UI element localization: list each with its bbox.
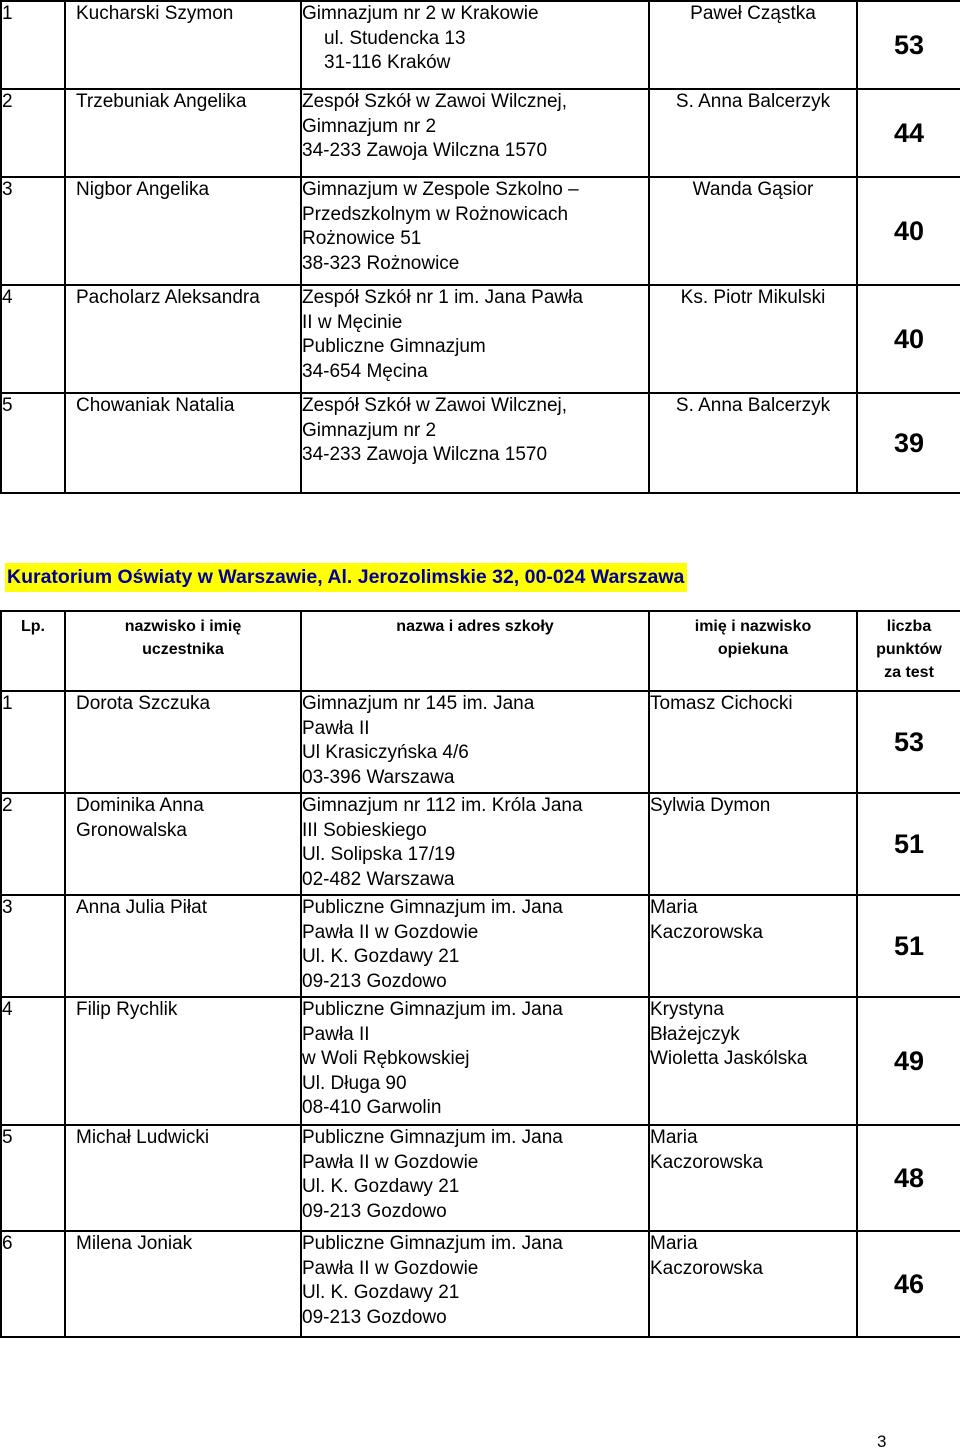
- table-row: [1, 1125, 960, 1231]
- tutor-line: Kaczorowska: [650, 921, 763, 943]
- results-table-2: [0, 610, 960, 1338]
- tutor-line: Krystyna: [650, 999, 724, 1020]
- school-line: 34-654 Męcina: [302, 360, 428, 382]
- points-cell: 44: [857, 89, 960, 177]
- participant-name-cell: [65, 393, 301, 493]
- participant-name: Milena Joniak: [76, 1233, 193, 1254]
- row-number-cell: [1, 1, 65, 89]
- participant-name: Dorota Szczuka: [76, 693, 211, 714]
- tutor-line: Kaczorowska: [650, 1257, 763, 1279]
- tutor-line: Ks. Piotr Mikulski: [680, 287, 826, 308]
- row-number-cell: [1, 1125, 65, 1231]
- tutor-line: Tomasz Cichocki: [650, 693, 793, 714]
- participant-name: Anna Julia Piłat: [76, 897, 207, 918]
- points-cell: 48: [857, 1125, 960, 1231]
- school-cell: [301, 1, 649, 89]
- tutor-line: Wanda Gąsior: [692, 179, 814, 200]
- tutor-line: Maria: [650, 1127, 698, 1148]
- points-cell: 40: [857, 177, 960, 285]
- school-cell: [301, 1125, 649, 1231]
- school-line: Publiczne Gimnazjum im. Jana: [302, 999, 563, 1020]
- tutor-cell: [649, 285, 857, 393]
- tutor-line: Kaczorowska: [650, 1151, 763, 1173]
- school-cell: [301, 177, 649, 285]
- row-number: 6: [2, 1233, 13, 1254]
- school-line: Ul Krasiczyńska 4/6: [302, 742, 469, 763]
- tutor-cell: [649, 997, 857, 1125]
- school-line: Pawła II w Gozdowie: [302, 921, 479, 943]
- school-line: Ul. K. Gozdawy 21: [302, 1282, 460, 1303]
- school-line: 31-116 Kraków: [324, 52, 451, 73]
- row-number: 5: [2, 395, 13, 416]
- school-cell: [301, 285, 649, 393]
- row-number-cell: [1, 691, 65, 793]
- school-line: 03-396 Warszawa: [302, 766, 455, 788]
- row-number: 3: [2, 897, 13, 918]
- results-table-1-body: [1, 1, 960, 493]
- school-line: Przedszkolnym w Rożnowicach: [302, 203, 569, 225]
- row-number: 4: [2, 287, 13, 308]
- school-line: 09-213 Gozdowo: [302, 970, 447, 992]
- school-line: 08-410 Garwolin: [302, 1097, 442, 1118]
- tutor-line: Wioletta Jaskólska: [650, 1048, 808, 1069]
- participant-name: Michał Ludwicki: [76, 1127, 210, 1148]
- school-line: Ul. Długa 90: [302, 1072, 407, 1094]
- row-number-cell: [1, 997, 65, 1125]
- school-line: 34-233 Zawoja Wilczna 1570: [302, 444, 548, 465]
- school-cell: [301, 997, 649, 1125]
- school-line: Zespół Szkół w Zawoi Wilcznej,: [302, 395, 568, 416]
- section-heading: Kuratorium Oświaty w Warszawie, Al. Jerozolimskie 32, 00-024 Warszawa: [5, 563, 687, 592]
- school-line: III Sobieskiego: [302, 819, 427, 841]
- school-line: Gimnazjum w Zespole Szkolno –: [302, 179, 579, 200]
- tutor-line: S. Anna Balcerzyk: [675, 395, 831, 416]
- school-line: Publiczne Gimnazjum im. Jana: [302, 1127, 563, 1148]
- participant-name-cell: [65, 793, 301, 895]
- school-line: Pawła II w Gozdowie: [302, 1151, 479, 1173]
- school-line: 09-213 Gozdowo: [302, 1200, 447, 1222]
- school-line: Ul. K. Gozdawy 21: [302, 1176, 460, 1197]
- tutor-cell: [649, 895, 857, 997]
- row-number-cell: [1, 285, 65, 393]
- participant-name: Kucharski Szymon: [76, 3, 234, 24]
- school-line: Pawła II w Gozdowie: [302, 1257, 479, 1279]
- participant-name: Trzebuniak Angelika: [76, 91, 247, 112]
- points-cell: 53: [857, 691, 960, 793]
- school-line: Publiczne Gimnazjum im. Jana: [302, 1233, 563, 1254]
- points-cell: 49: [857, 997, 960, 1125]
- table-row: [1, 285, 960, 393]
- school-line: Ul. Solipska 17/19: [302, 844, 456, 865]
- school-cell: [301, 691, 649, 793]
- row-number: 1: [2, 3, 13, 24]
- points-cell: 51: [857, 895, 960, 997]
- school-line: Zespół Szkół nr 1 im. Jana Pawła: [302, 287, 583, 308]
- row-number-cell: [1, 89, 65, 177]
- school-cell: [301, 89, 649, 177]
- tutor-line: Błażejczyk: [650, 1023, 740, 1045]
- participant-name-cell: [65, 691, 301, 793]
- tutor-cell: [649, 393, 857, 493]
- row-number: 4: [2, 999, 13, 1020]
- school-line: Zespół Szkół w Zawoi Wilcznej,: [302, 91, 568, 112]
- school-line: Publiczne Gimnazjum: [302, 336, 486, 357]
- school-line: Gimnazjum nr 2: [302, 419, 437, 441]
- points-cell: 39: [857, 393, 960, 493]
- school-line: Gimnazjum nr 112 im. Króla Jana: [302, 795, 583, 816]
- school-line: Pawła II: [302, 1023, 370, 1045]
- participant-name: Pacholarz Aleksandra: [76, 287, 260, 308]
- participant-name-cell: [65, 1, 301, 89]
- participant-name-cell: [65, 1125, 301, 1231]
- participant-name-cell: [65, 895, 301, 997]
- school-cell: [301, 793, 649, 895]
- tutor-cell: [649, 793, 857, 895]
- participant-name-cell: [65, 177, 301, 285]
- school-line: II w Męcinie: [302, 311, 403, 333]
- tutor-line: S. Anna Balcerzyk: [675, 91, 831, 112]
- row-number: 3: [2, 179, 13, 200]
- tutor-line: Sylwia Dymon: [650, 795, 771, 816]
- participant-name: Nigbor Angelika: [76, 179, 210, 200]
- table-row: [1, 177, 960, 285]
- table-row: [1, 997, 960, 1125]
- school-line: Rożnowice 51: [302, 228, 422, 249]
- tutor-cell: [649, 1, 857, 89]
- row-number: 5: [2, 1127, 13, 1148]
- row-number: 2: [2, 795, 13, 816]
- participant-name: Filip Rychlik: [76, 999, 178, 1020]
- school-line: Pawła II: [302, 717, 370, 739]
- tutor-line: Paweł Cząstka: [690, 3, 816, 24]
- points-cell: 51: [857, 793, 960, 895]
- tutor-cell: [649, 1231, 857, 1337]
- school-line: 34-233 Zawoja Wilczna 1570: [302, 140, 548, 161]
- tutor-line: Maria: [650, 897, 698, 918]
- school-cell: [301, 393, 649, 493]
- table-row: [1, 793, 960, 895]
- tutor-cell: [649, 1125, 857, 1231]
- points-cell: 46: [857, 1231, 960, 1337]
- table-row: [1, 691, 960, 793]
- header-lp: Lp.: [1, 611, 65, 691]
- participant-name: Chowaniak Natalia: [76, 395, 235, 416]
- points-cell: 53: [857, 1, 960, 89]
- header-points: liczba punktów za test: [857, 611, 960, 691]
- school-cell: [301, 1231, 649, 1337]
- row-number-cell: [1, 895, 65, 997]
- table-row: [1, 393, 960, 493]
- header-name: nazwisko i imię uczestnika: [65, 611, 301, 691]
- school-line: Gimnazjum nr 2: [302, 115, 437, 137]
- row-number: 2: [2, 91, 13, 112]
- row-number-cell: [1, 1231, 65, 1337]
- school-line: Ul. K. Gozdawy 21: [302, 946, 460, 967]
- table-row: [1, 1, 960, 89]
- tutor-cell: [649, 177, 857, 285]
- row-number: 1: [2, 693, 13, 714]
- row-number-cell: [1, 177, 65, 285]
- participant-name-cell: [65, 285, 301, 393]
- school-line: Publiczne Gimnazjum im. Jana: [302, 897, 563, 918]
- school-line: 38-323 Rożnowice: [302, 252, 460, 274]
- tutor-cell: [649, 89, 857, 177]
- school-line: Gimnazjum nr 145 im. Jana: [302, 693, 535, 714]
- tutor-cell: [649, 691, 857, 793]
- participant-name: Dominika Anna Gronowalska: [76, 795, 204, 841]
- school-line: 09-213 Gozdowo: [302, 1306, 447, 1328]
- results-table-1: [0, 0, 960, 494]
- results-table-2-body: [1, 691, 960, 1337]
- school-cell: [301, 895, 649, 997]
- points-cell: 40: [857, 285, 960, 393]
- table-header-row: [1, 611, 960, 691]
- table-row: [1, 1231, 960, 1337]
- school-line: Gimnazjum nr 2 w Krakowie: [302, 3, 539, 24]
- participant-name-cell: [65, 1231, 301, 1337]
- page-number: 3: [877, 1432, 887, 1451]
- participant-name-cell: [65, 89, 301, 177]
- header-school: nazwa i adres szkoły: [301, 611, 649, 691]
- school-line: ul. Studencka 13: [324, 27, 466, 49]
- participant-name-cell: [65, 997, 301, 1125]
- tutor-line: Maria: [650, 1233, 698, 1254]
- row-number-cell: [1, 793, 65, 895]
- school-line: 02-482 Warszawa: [302, 868, 455, 890]
- table-row: [1, 89, 960, 177]
- school-line: w Woli Rębkowskiej: [302, 1048, 470, 1069]
- row-number-cell: [1, 393, 65, 493]
- table-row: [1, 895, 960, 997]
- header-tutor: imię i nazwisko opiekuna: [649, 611, 857, 691]
